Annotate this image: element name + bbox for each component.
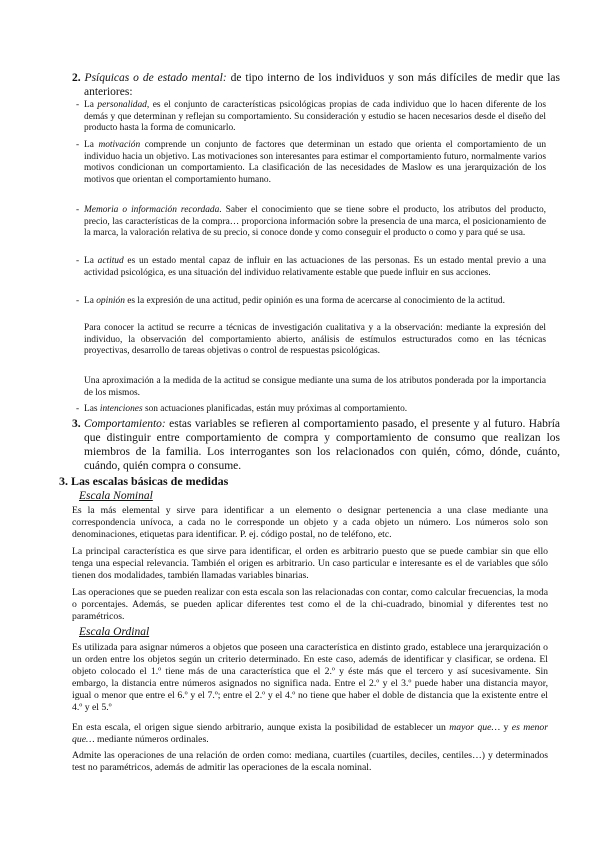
item-text: de tipo interno de los individuos y son más difíciles de medir que las anteriores: — [84, 72, 560, 98]
bullet-opinion: - La opinión es la expresión de una actitud, pedir opinión es una forma de acercarse al conocimiento de la actitud. — [76, 296, 505, 306]
bullet-personalidad: - La personalidad, es el conjunto de características psicológicas propias de cada individuo que lo hacen diferente de los demás y que determinan y reflejan su comportamiento. Su consideración y estudio se hacen necesarios desde el diseño del producto hasta la forma de comunicarlo. — [76, 100, 546, 134]
dash-bullet: - — [76, 205, 80, 215]
item-comportamiento — [72, 417, 560, 473]
nominal-paragraph-2: La principal característica es que sirve para identificar, el orden es arbitrario puesto que se puede cambiar sin que ello tenga una especial relevancia. También el origen es arbitrario. Un caso particular e interesante es el de variables que sólo tienen dos modalidades, también llamadas variables binarias. — [72, 546, 548, 581]
nominal-paragraph-1: Es la más elemental y sirve para identificar a un elemento o designar pertenencia a una clase mediante una correspondencia unívoca, a cada no le corresponde un objeto y a cada objeto un número. Los números solo son denominaciones, etiquetas para identificar. P. ej. código postal, no de teléfono, etc. — [72, 505, 548, 540]
term: intenciones — [99, 404, 143, 414]
item-text: estas variables se refieren al comportamiento pasado, el presente y al futuro. Habría que distinguir entre comportamiento de compra y comportamiento de consumo que realizan los miembros de la familia. Los interrogantes son los relacionados con quién, cómo, dónde, cuánto, cuándo, quién compra o consume. — [84, 418, 561, 472]
dash-bullet: - — [76, 256, 80, 266]
ordinal-paragraph-3: Admite las operaciones de una relación de orden como: mediana, cuartiles (cuartiles, deciles, centiles…) y determinados test no paramétricos, además de admitir las operaciones de la escala nominal. — [72, 750, 548, 773]
term: actitud — [97, 256, 124, 266]
dash-bullet: - — [76, 100, 80, 110]
ordinal-paragraph-2: En esta escala, el origen sigue siendo arbitrario, aunque exista la posibilidad de establecer un mayor que… y es menor que… mediante números ordinales. — [72, 722, 549, 745]
item-number: 3. — [72, 418, 81, 430]
dash-bullet: - — [76, 140, 80, 150]
subheading-ordinal: Escala Ordinal — [79, 626, 150, 638]
item-title: Psíquicas o de estado mental: — [84, 72, 227, 84]
dash-bullet: - — [76, 404, 80, 414]
nominal-paragraph-3: Las operaciones que se pueden realizar con esta escala son las relacionadas con contar, como calcular frecuencias, la moda o porcentajes. Además, se pueden aplicar diferentes test como el de la chi-cuadrado, binomial y diferentes test no paramétricos. — [72, 587, 548, 622]
item-title: Comportamiento: — [83, 418, 166, 430]
actitud-paragraph-2: Una aproximación a la medida de la actitud se consigue mediante una suma de los atributos ponderada por la importancia de los mismos. — [84, 376, 546, 398]
term: motivación — [98, 140, 141, 150]
bullet-intenciones: - Las intenciones son actuaciones planificadas, están muy próximas al comportamiento. — [76, 404, 408, 414]
subheading-nominal: Escala Nominal — [79, 490, 153, 502]
ordinal-paragraph-1: Es utilizada para asignar números a objetos que poseen una característica en distinto grado, establece una jerarquización o un orden entre los objetos según un criterio determinado. En este caso, además de identificar y clasificar, se ordena. El objeto colocado el 1.º tiene más de una característica que el 2.º y éste más que el tercero y así sucesivamente. Sin embargo, la distancia entre números asignados no significa nada. Entre el 2.º y el 3.º puede haber una distancia mayor, igual o menor que entre el 6.º y el 7.º; entre el 2.º y el 4.º no tiene que haber el doble de distancia que la existente entre el 4.º y el 5.º — [72, 642, 548, 713]
term: Memoria o información recordada — [84, 205, 220, 215]
item-psiquicas — [72, 71, 560, 99]
dash-bullet: - — [76, 296, 80, 306]
bullet-actitud: - La actitud es un estado mental capaz de influir en las actuaciones de las personas. Es un estado mental previo a una actividad psicológica, es una situación del individuo relativamente estable que puede influir en sus acciones. — [76, 256, 546, 278]
term: personalidad — [97, 100, 147, 110]
section-heading: 3. Las escalas básicas de medidas — [59, 474, 229, 488]
bullet-memoria: - Memoria o información recordada. Saber el conocimiento que se tiene sobre el producto, los atributos del producto, precio, las características de la compra… proporciona información sobre la presencia de una marca, el posicionamiento de la marca, la valoración relativa de su precio, si conoce donde y como conseguir el producto o como y para qué se usa. — [76, 205, 546, 239]
term: opinión — [96, 296, 125, 306]
item-number: 2. — [72, 72, 81, 84]
actitud-paragraph: Para conocer la actitud se recurre a técnicas de investigación cualitativa y a la observación: mediante la expresión del individuo, la observación del comportamiento abierto, análisis de estímulos estructurados como en las técnicas proyectivas, desarrollo de tareas objetivas o control de respuestas psicológicas. — [84, 323, 546, 357]
bullet-motivacion: - La motivación comprende un conjunto de factores que determinan un estado que orienta el comportamiento de un individuo hacia un objetivo. Las motivaciones son interesantes para estimar el comportamiento futuro, normalmente varios motivos condicionan un comportamiento. La clasificación de las necesidades de Maslow es una jerarquización de los motivos que orientan el comportamiento humano. — [76, 140, 547, 185]
